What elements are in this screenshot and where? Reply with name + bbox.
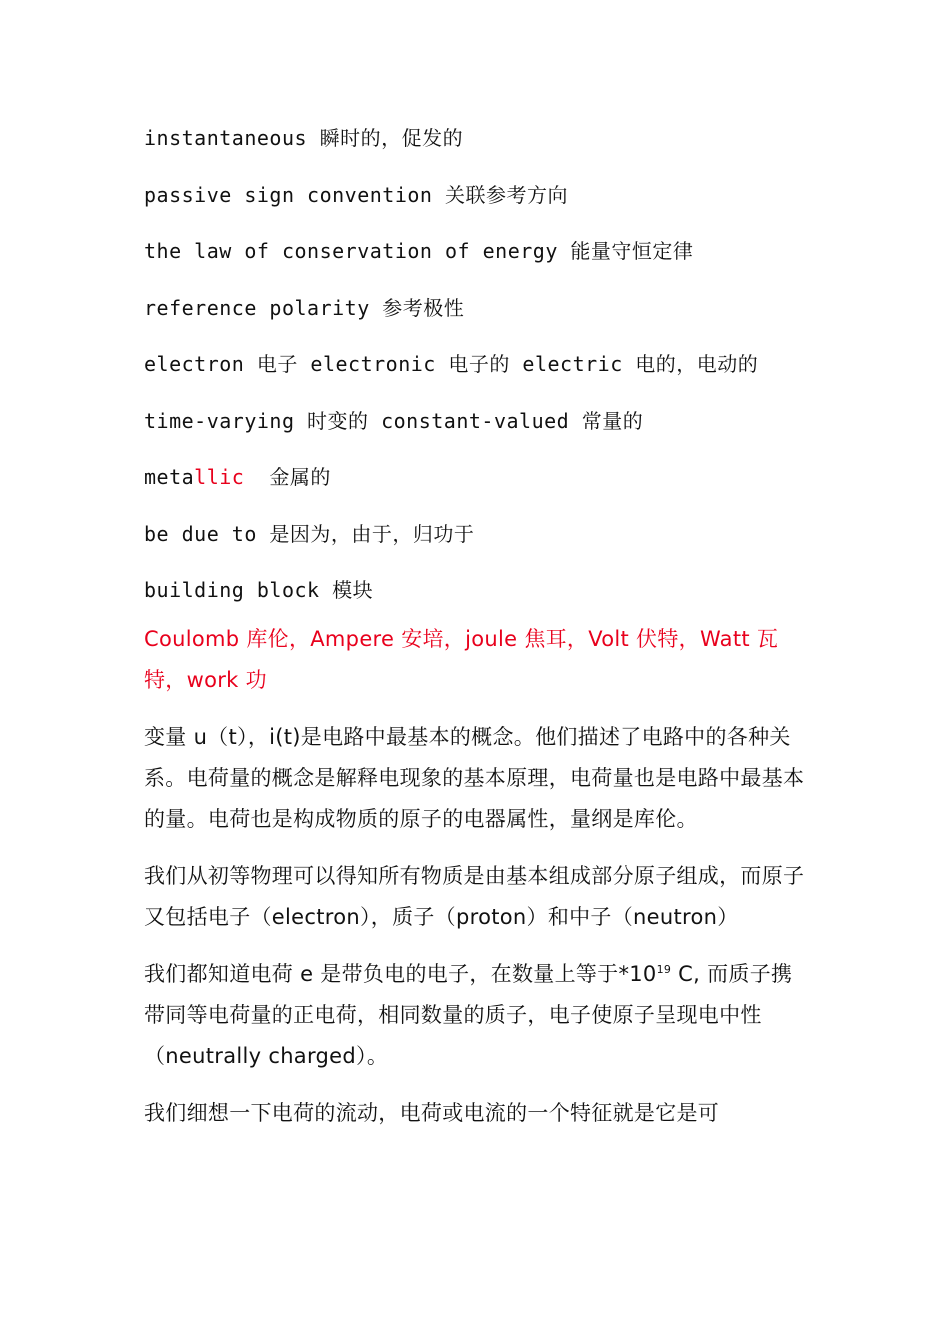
vocab-line: reference polarity 参考极性 (144, 295, 465, 320)
vocab-line: the law of conservation of energy 能量守恒定律 (144, 239, 694, 263)
paragraph (144, 954, 809, 1077)
vocab-line: building block 模块 (144, 578, 374, 602)
p3-text-b: C, 而质子携带同等电荷量的正电荷，相同数量的质子，电子使原子呈现电中性（neutrally charged）。 (144, 961, 793, 1068)
metallic-meaning: 金属的 (244, 465, 331, 489)
vocab-line: be due to 是因为，由于，归功于 (144, 521, 475, 546)
metallic-red: llic (194, 465, 245, 489)
vocab-line-metallic (144, 457, 809, 497)
vocab-line: time-varying 时变的 constant-valued 常量的 (144, 408, 644, 433)
vocab-line: instantaneous 瞬时的，促发的 (144, 126, 464, 150)
metallic-black: meta (144, 465, 195, 489)
paragraph: 我们细想一下电荷的流动，电荷或电流的一个特征就是它是可 (144, 1100, 720, 1125)
document-content (144, 118, 809, 1150)
vocab-line: electron 电子 electronic 电子的 electric 电的，电动的 (144, 352, 759, 376)
paragraph: 我们从初等物理可以得知所有物质是由基本组成部分原子组成，而原子又包括电子（electron），质子（proton）和中子（neutron） (144, 863, 805, 929)
p3-text-a: 我们都知道电荷 e 是带负电的电子，在数量上等于*10 (144, 961, 657, 986)
vocab-line: passive sign convention 关联参考方向 (144, 182, 568, 207)
paragraph: 变量 u（t），i(t)是电路中最基本的概念。他们描述了电路中的各种关系。电荷量的概念是解释电现象的基本原理，电荷量也是电路中最基本的量。电荷也是构成物质的原子的电器属性，量纲是库伦。 (144, 724, 805, 831)
p3-exponent: 19 (656, 962, 672, 976)
units-line: Coulomb 库伦，Ampere 安培，joule 焦耳，Volt 伏特，Watt 瓦特，work 功 (144, 626, 779, 692)
